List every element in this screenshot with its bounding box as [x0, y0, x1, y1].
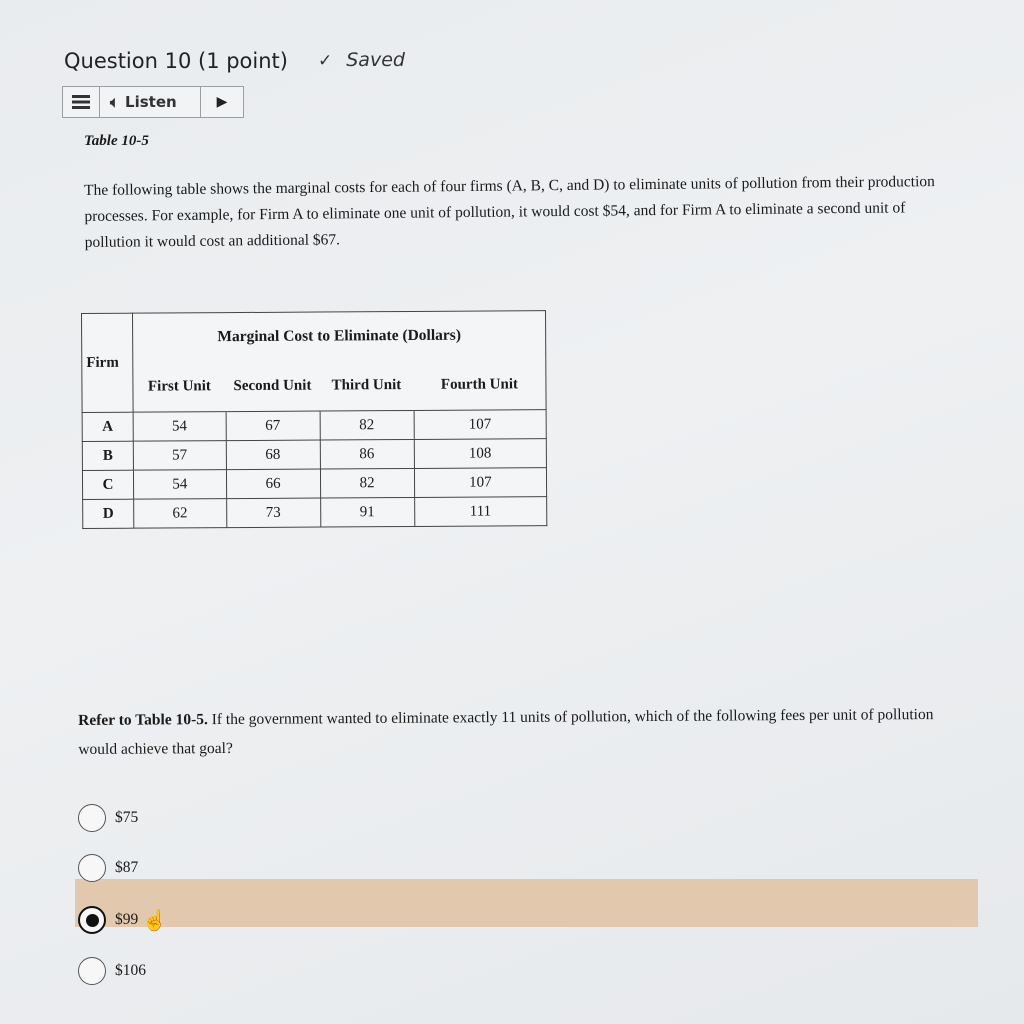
value-cell: 111 [414, 497, 547, 527]
check-icon: ✓ [318, 51, 333, 71]
value-cell: 62 [134, 499, 227, 529]
column-header: Third Unit [319, 360, 413, 411]
value-cell: 73 [226, 498, 320, 528]
listen-label: Listen [125, 93, 177, 111]
firm-header: Firm [82, 313, 134, 412]
value-cell: 91 [320, 497, 414, 527]
table-row [83, 497, 547, 529]
selected-option-highlight [75, 879, 978, 927]
question-text [78, 700, 968, 764]
question-ref: Refer to Table 10-5. [78, 711, 208, 729]
column-header: Fourth Unit [413, 359, 546, 410]
value-cell: 68 [226, 440, 320, 470]
table-title: Marginal Cost to Eliminate (Dollars) [133, 311, 546, 362]
value-cell: 86 [320, 439, 414, 469]
menu-button[interactable] [63, 87, 100, 117]
option-106[interactable] [78, 951, 146, 991]
column-header: First Unit [133, 361, 226, 412]
menu-icon [72, 95, 90, 109]
value-cell: 66 [226, 469, 320, 499]
option-label: $99 [115, 911, 139, 928]
question-title: Question 10 (1 point) [64, 49, 288, 73]
table-row [82, 439, 546, 471]
firm-cell: D [83, 499, 134, 528]
play-button[interactable] [201, 87, 243, 117]
value-cell: 54 [133, 470, 226, 500]
listen-toolbar [62, 86, 244, 118]
option-75[interactable] [78, 798, 138, 838]
table-label: Table 10-5 [84, 133, 149, 149]
saved-status [318, 49, 405, 71]
play-icon: ▶ [216, 94, 228, 110]
question-body: If the government wanted to eliminate exactly 11 units of pollution, which of the following fees per unit of pollution would achieve that goal? [78, 706, 934, 758]
radio-button[interactable] [78, 957, 106, 985]
value-cell: 67 [226, 411, 320, 441]
option-87[interactable] [78, 848, 138, 888]
firm-cell: C [82, 470, 133, 499]
value-cell: 108 [414, 439, 547, 469]
radio-button[interactable] [78, 854, 106, 882]
saved-label: Saved [346, 49, 405, 71]
listen-button[interactable] [100, 87, 201, 117]
option-label: $75 [115, 809, 139, 826]
option-label: $106 [115, 962, 146, 979]
value-cell: 57 [133, 441, 226, 471]
column-header: Second Unit [225, 361, 319, 412]
value-cell: 107 [414, 468, 547, 498]
option-99[interactable] [78, 900, 167, 940]
speaker-icon: 🔈︎ [110, 93, 120, 111]
table-row [82, 410, 546, 442]
value-cell: 107 [414, 410, 547, 440]
firm-cell: B [82, 441, 133, 470]
radio-button-selected[interactable] [78, 906, 106, 934]
marginal-cost-table [81, 310, 547, 529]
radio-button[interactable] [78, 804, 106, 832]
value-cell: 82 [320, 468, 414, 498]
firm-cell: A [82, 412, 133, 441]
option-label: $87 [115, 859, 139, 876]
pointer-hand-icon: ☝ [142, 909, 168, 932]
table-row [82, 468, 546, 500]
description-text: The following table shows the marginal costs for each of four firms (A, B, C, and D) to eliminate units of pollution from their production processes. For example, for Firm A to eliminate one unit of pollution, it would cost $54, and for Firm A to eliminate a second unit of pollution it would cost an additional $67. [84, 173, 935, 251]
value-cell: 54 [133, 412, 226, 442]
value-cell: 82 [320, 410, 414, 440]
